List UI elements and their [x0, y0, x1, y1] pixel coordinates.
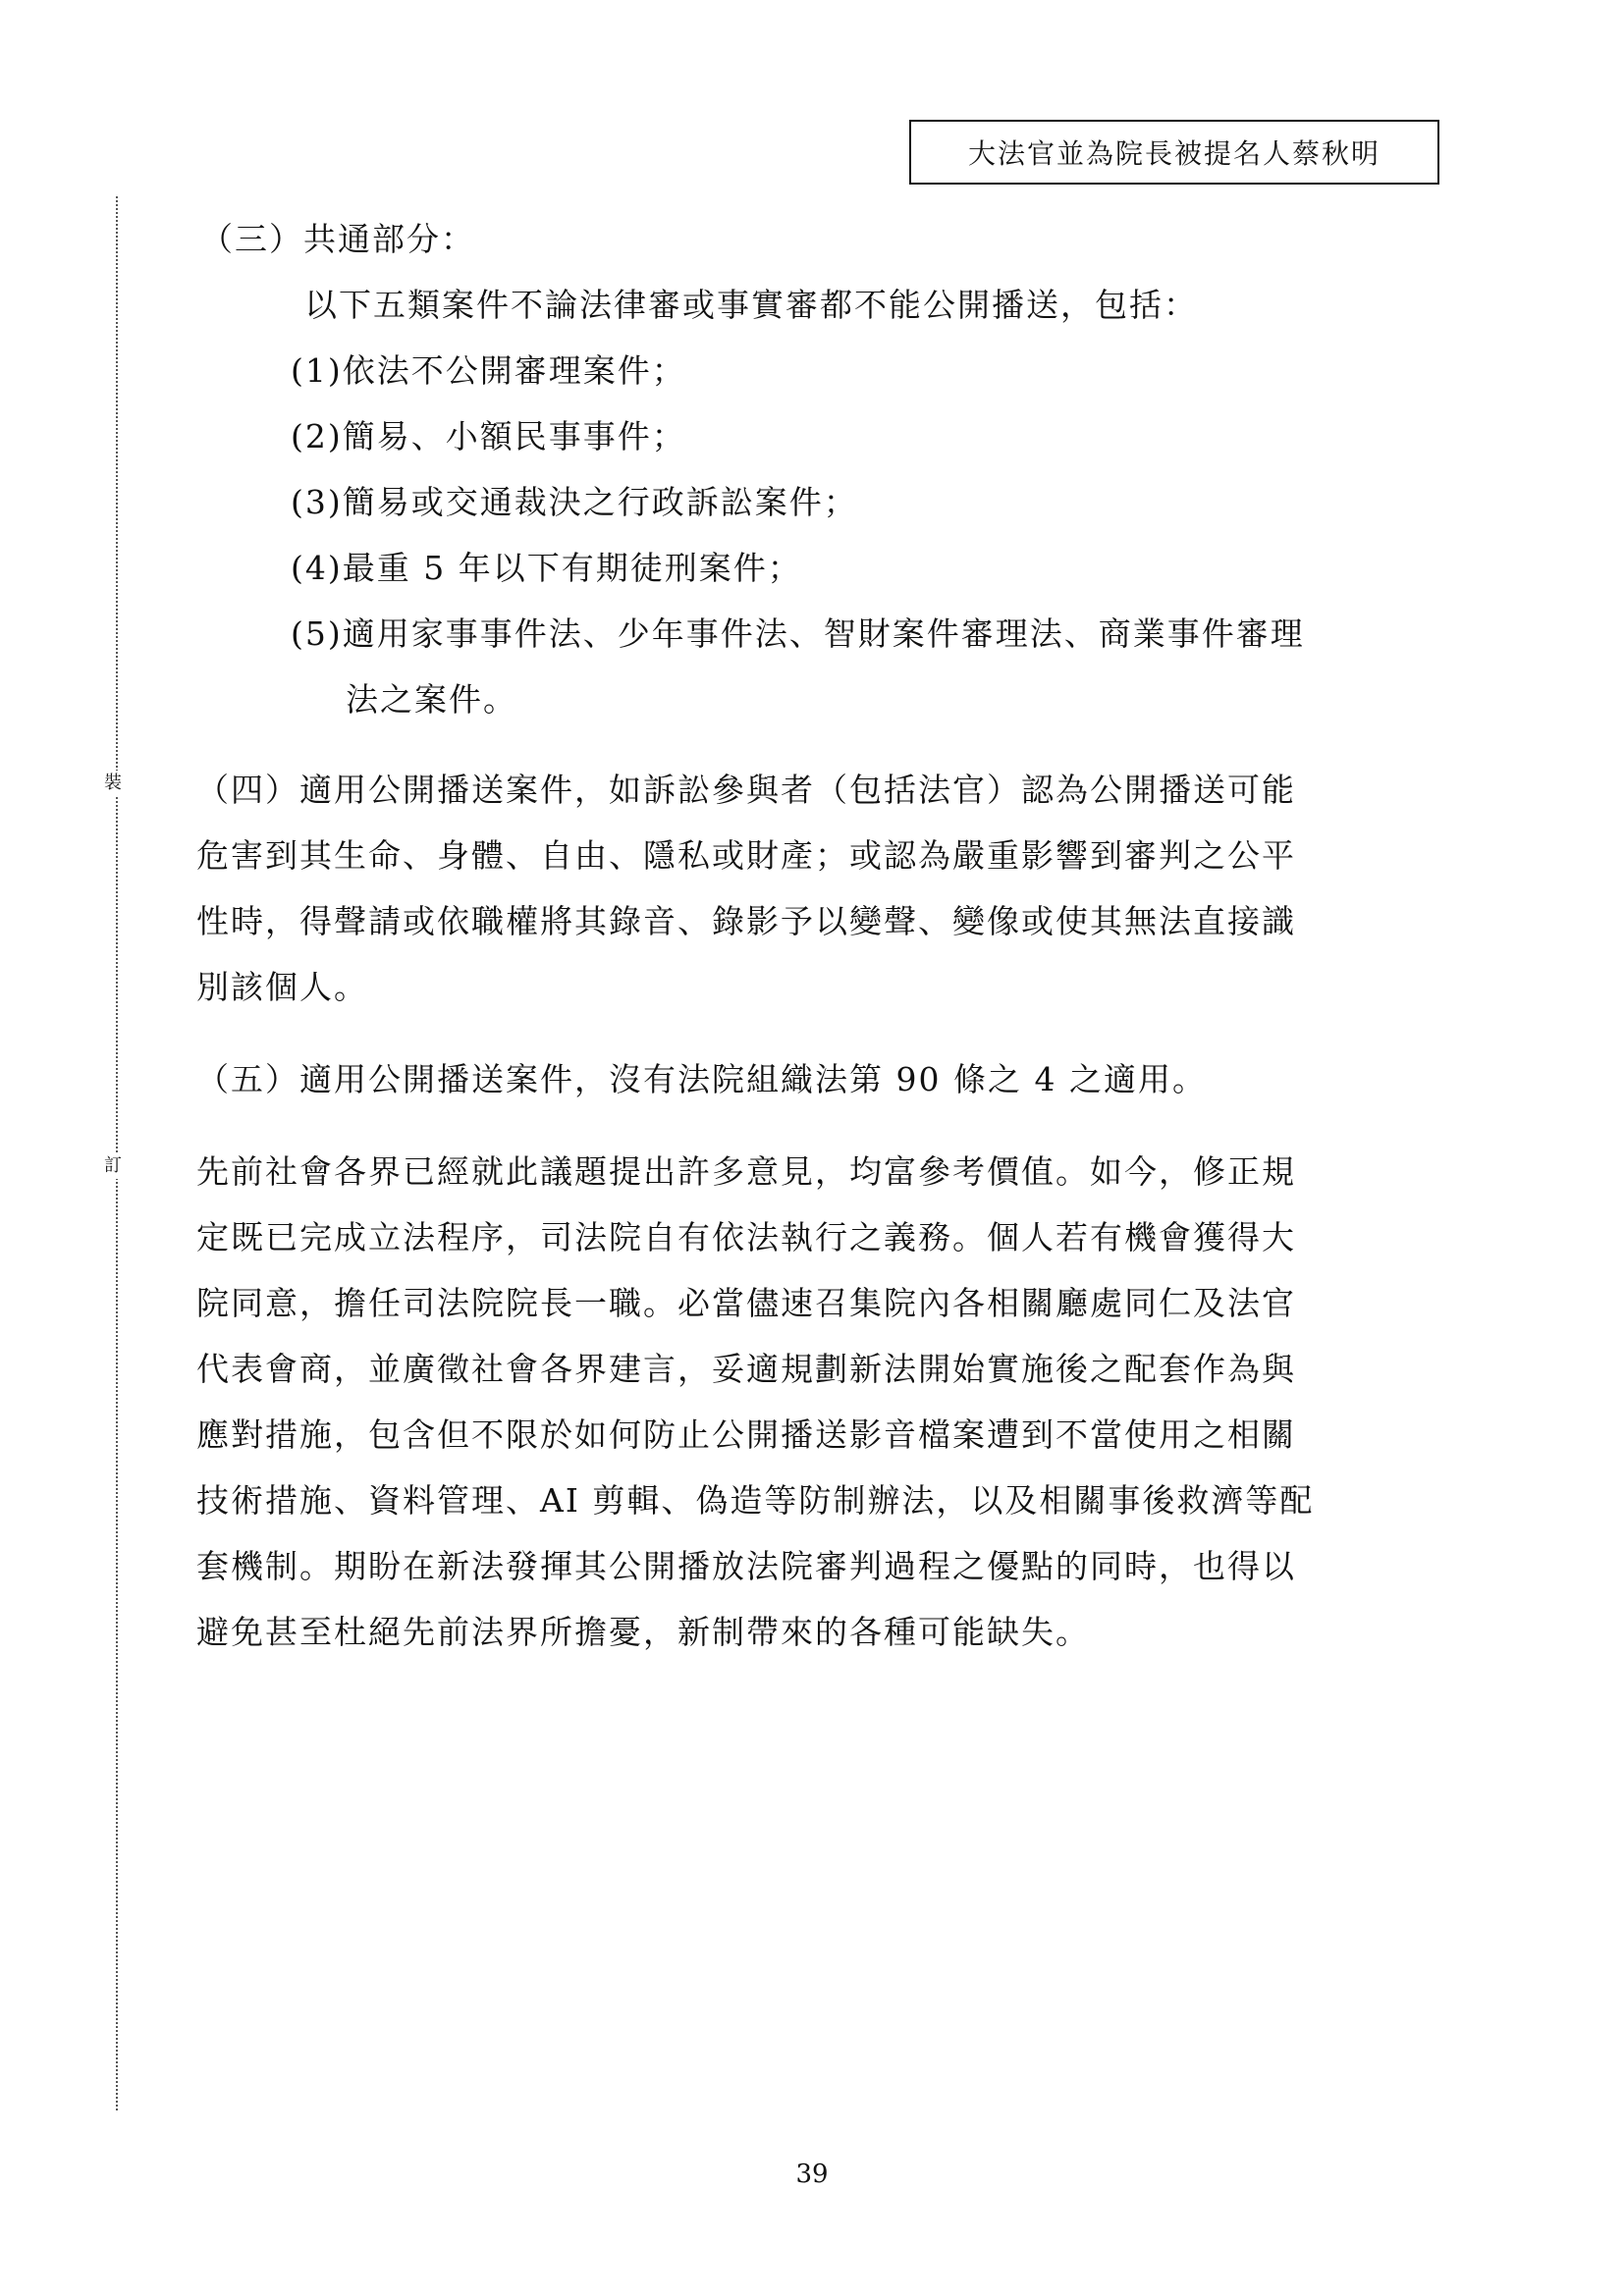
list-item: (4)最重 5 年以下有期徒刑案件； [291, 549, 802, 587]
list-item: (2)簡易、小額民事事件； [291, 417, 686, 455]
section-4-line: （四）適用公開播送案件，如訴訟參與者（包括法官）認為公開播送可能 [196, 771, 1296, 809]
closing-line: 院同意，擔任司法院院長一職。必當儘速召集院內各相關廳處同仁及法官 [196, 1284, 1296, 1322]
section-3-heading: （三）共通部分： [200, 220, 475, 258]
list-item: (3)簡易或交通裁決之行政訴訟案件； [291, 483, 858, 521]
binding-mark-ding: 訂 [104, 1153, 122, 1179]
section-4-line: 別該個人。 [196, 968, 368, 1006]
list-item-continuation: 法之案件。 [346, 680, 517, 719]
closing-line: 代表會商，並廣徵社會各界建言，妥適規劃新法開始實施後之配套作為與 [196, 1350, 1296, 1388]
section-5-text: （五）適用公開播送案件，沒有法院組織法第 90 條之 4 之適用。 [196, 1060, 1207, 1098]
section-3-intro: 以下五類案件不論法律審或事實審都不能公開播送，包括： [304, 286, 1198, 324]
binding-mark-zhuang: 裝 [104, 771, 122, 796]
list-item: (5)適用家事事件法、少年事件法、智財案件審理法、商業事件審理 [291, 614, 1305, 653]
closing-line: 避免甚至杜絕先前法界所擔憂，新制帶來的各種可能缺失。 [196, 1613, 1090, 1651]
nominee-header-title: 大法官並為院長被提名人蔡秋明 [967, 137, 1380, 170]
section-4-line: 性時，得聲請或依職權將其錄音、錄影予以變聲、變像或使其無法直接識 [196, 902, 1296, 940]
closing-line: 套機制。期盼在新法發揮其公開播放法院審判過程之優點的同時，也得以 [196, 1547, 1296, 1585]
closing-line: 定既已完成立法程序，司法院自有依法執行之義務。個人若有機會獲得大 [196, 1218, 1296, 1256]
list-item: (1)依法不公開審理案件； [291, 351, 686, 390]
closing-line: 技術措施、資料管理、AI 剪輯、偽造等防制辦法，以及相關事後救濟等配 [196, 1481, 1315, 1520]
closing-line: 應對措施，包含但不限於如何防止公開播送影音檔案遭到不當使用之相關 [196, 1415, 1296, 1454]
page-number: 39 [795, 2160, 829, 2189]
section-4-line: 危害到其生命、身體、自由、隱私或財產；或認為嚴重影響到審判之公平 [196, 836, 1296, 875]
closing-line: 先前社會各界已經就此議題提出許多意見，均富參考價值。如今，修正規 [196, 1152, 1296, 1191]
nominee-header-box [909, 120, 1439, 185]
